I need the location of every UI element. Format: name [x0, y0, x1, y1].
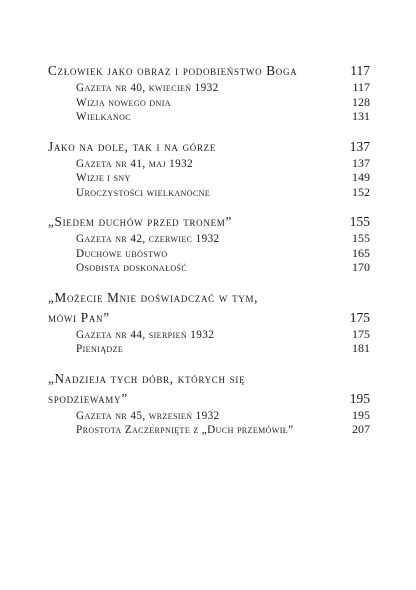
- toc-page-number: 195: [349, 390, 370, 406]
- toc-chapter-title: Człowiek jako obraz i podobieństwo Boga: [48, 63, 298, 78]
- toc-entry-title: Wizje i sny: [76, 172, 131, 184]
- toc-section: [48, 62, 370, 124]
- toc-page-number: 131: [352, 109, 370, 123]
- toc-entry-row[interactable]: [48, 95, 370, 110]
- toc-entry-title: Osobista doskonałość: [76, 262, 188, 274]
- toc-entry-row[interactable]: [48, 422, 370, 437]
- toc-entry-title: Wizja nowego dnia: [76, 96, 171, 109]
- toc-entry-row[interactable]: [48, 341, 370, 356]
- toc-entry-row[interactable]: [48, 156, 370, 171]
- toc-entry-title: Pieniądze: [76, 343, 124, 355]
- toc-chapter-title: „Siedem duchów przed tronem”: [48, 214, 233, 229]
- toc-entry-row[interactable]: [48, 260, 370, 275]
- toc-chapter-title-line2: mówi Pan”: [48, 309, 110, 325]
- toc-entry-row[interactable]: [48, 170, 370, 185]
- toc-page-number: 175: [349, 309, 370, 325]
- toc-page-number: 181: [352, 341, 370, 355]
- toc-page-number: 170: [352, 260, 370, 274]
- toc-page-number: 128: [352, 94, 370, 109]
- toc-entry-title: Gazeta nr 42, czerwiec 1932: [76, 233, 220, 245]
- toc-entry-title: Duchowe ubóstwo: [76, 247, 168, 260]
- toc-entry-title: Gazeta nr 41, maj 1932: [76, 157, 194, 170]
- toc-chapter-row[interactable]: [48, 138, 370, 156]
- toc-section: [48, 289, 370, 356]
- toc-page-number: 117: [350, 63, 370, 78]
- toc-entry-row[interactable]: [48, 109, 370, 124]
- toc-entry-row[interactable]: [48, 185, 370, 200]
- toc-page-number: 149: [352, 170, 370, 184]
- toc-page-number: 175: [352, 326, 370, 341]
- toc-chapter-row[interactable]: [48, 62, 370, 80]
- toc-page-number: 152: [352, 184, 370, 199]
- toc-chapter-row[interactable]: [48, 370, 370, 408]
- toc-page-number: 195: [352, 407, 370, 422]
- toc-entry-row[interactable]: [48, 327, 370, 342]
- toc-entry-title: Prostota Zaczerpnięte z „Duch przemówił”: [76, 424, 294, 436]
- toc-section: [48, 138, 370, 200]
- toc-chapter-title-line1: „Możecie Mnie doświadczać w tym,: [48, 289, 259, 305]
- toc-entry-title: Gazeta nr 45, wrzesień 1932: [76, 409, 220, 422]
- toc-chapter-row[interactable]: [48, 213, 370, 231]
- toc-entry-title: Gazeta nr 40, kwiecień 1932: [76, 82, 219, 94]
- toc-chapter-row[interactable]: [48, 289, 370, 327]
- toc-page-number: 155: [352, 231, 370, 245]
- toc-entry-row[interactable]: [48, 80, 370, 95]
- table-of-contents: [48, 62, 370, 451]
- toc-entry-row[interactable]: [48, 408, 370, 423]
- toc-section: [48, 370, 370, 437]
- toc-entry-title: Gazeta nr 44, sierpień 1932: [76, 328, 215, 341]
- toc-page-number: 207: [352, 422, 370, 436]
- toc-chapter-title-line1: „Nadzieja tych dóbr, których się: [48, 370, 246, 386]
- toc-chapter-title: Jako na dole, tak i na górze: [48, 138, 217, 154]
- toc-page-number: 117: [352, 80, 370, 94]
- toc-entry-row[interactable]: [48, 231, 370, 246]
- toc-entry-title: Wielkanoc: [76, 111, 132, 123]
- toc-entry-row[interactable]: [48, 246, 370, 261]
- toc-entry-title: Uroczystości wielkanocne: [76, 186, 211, 199]
- toc-section: [48, 213, 370, 275]
- toc-chapter-title-line2: spodziewamy”: [48, 390, 128, 406]
- toc-page-number: 137: [349, 138, 370, 154]
- toc-page-number: 165: [352, 245, 370, 260]
- toc-page-number: 155: [349, 214, 370, 229]
- toc-page-number: 137: [352, 155, 370, 170]
